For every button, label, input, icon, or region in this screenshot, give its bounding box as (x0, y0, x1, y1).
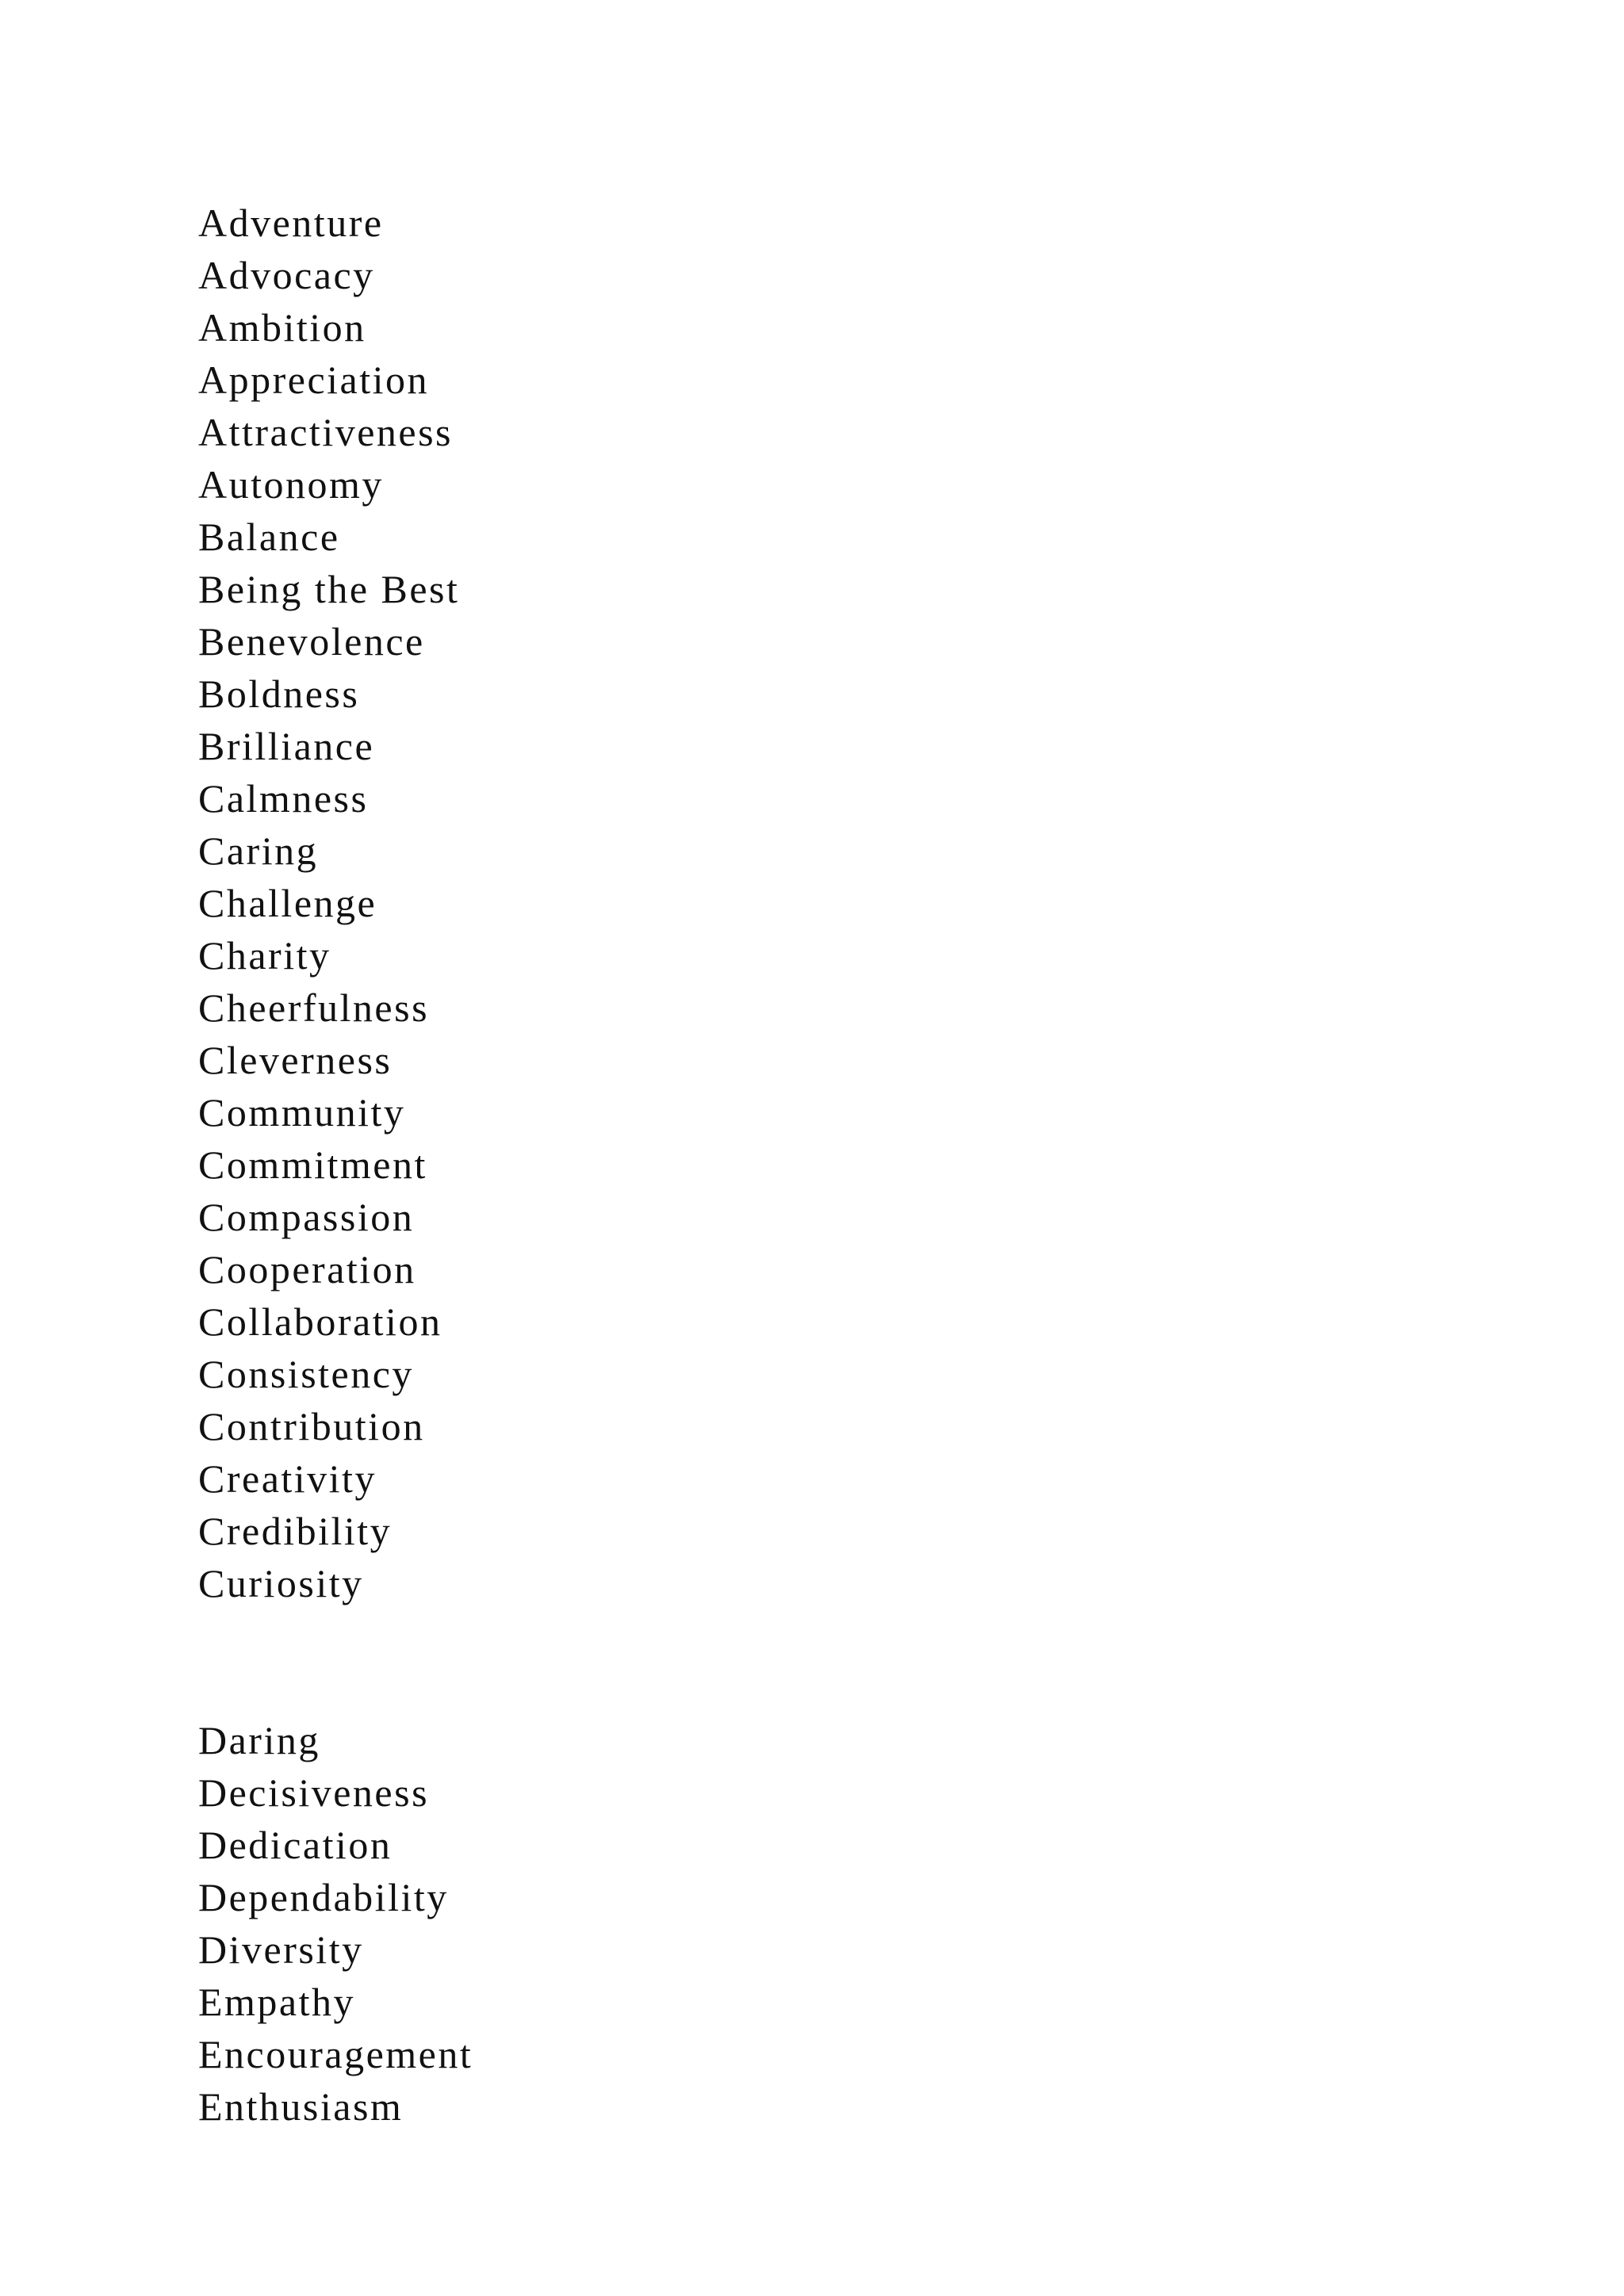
list-item: Advocacy (198, 253, 375, 297)
list-item: Autonomy (198, 462, 384, 507)
list-item: Enthusiasm (198, 2084, 404, 2129)
list-item: Balance (198, 515, 340, 559)
list-item: Dependability (198, 1875, 449, 1919)
list-item: Decisiveness (198, 1770, 430, 1815)
blank-line (198, 1609, 473, 1714)
word-list (198, 197, 473, 2133)
list-item: Appreciation (198, 358, 430, 402)
list-item: Empathy (198, 1980, 356, 2024)
list-item: Benevolence (198, 619, 425, 664)
list-item: Consistency (198, 1352, 414, 1396)
list-item: Credibility (198, 1509, 393, 1553)
list-item: Encouragement (198, 2032, 473, 2076)
list-item: Collaboration (198, 1299, 442, 1344)
list-item: Ambition (198, 305, 366, 350)
list-item: Contribution (198, 1404, 425, 1448)
list-item: Boldness (198, 672, 360, 716)
list-item: Creativity (198, 1456, 377, 1501)
list-item: Challenge (198, 881, 377, 925)
list-item: Cooperation (198, 1247, 416, 1292)
list-item: Diversity (198, 1927, 364, 1972)
list-item: Community (198, 1090, 406, 1135)
list-item: Cheerfulness (198, 985, 430, 1030)
list-item: Curiosity (198, 1561, 364, 1605)
list-item: Caring (198, 828, 319, 873)
list-item: Daring (198, 1718, 320, 1762)
list-item: Commitment (198, 1142, 427, 1187)
list-item: Being the Best (198, 567, 460, 611)
list-item: Brilliance (198, 724, 375, 768)
list-item: Cleverness (198, 1038, 393, 1082)
list-item: Attractiveness (198, 410, 454, 454)
list-item: Dedication (198, 1823, 393, 1867)
list-item: Calmness (198, 776, 369, 821)
list-item: Compassion (198, 1195, 415, 1239)
list-item: Adventure (198, 201, 384, 245)
list-item: Charity (198, 933, 331, 978)
